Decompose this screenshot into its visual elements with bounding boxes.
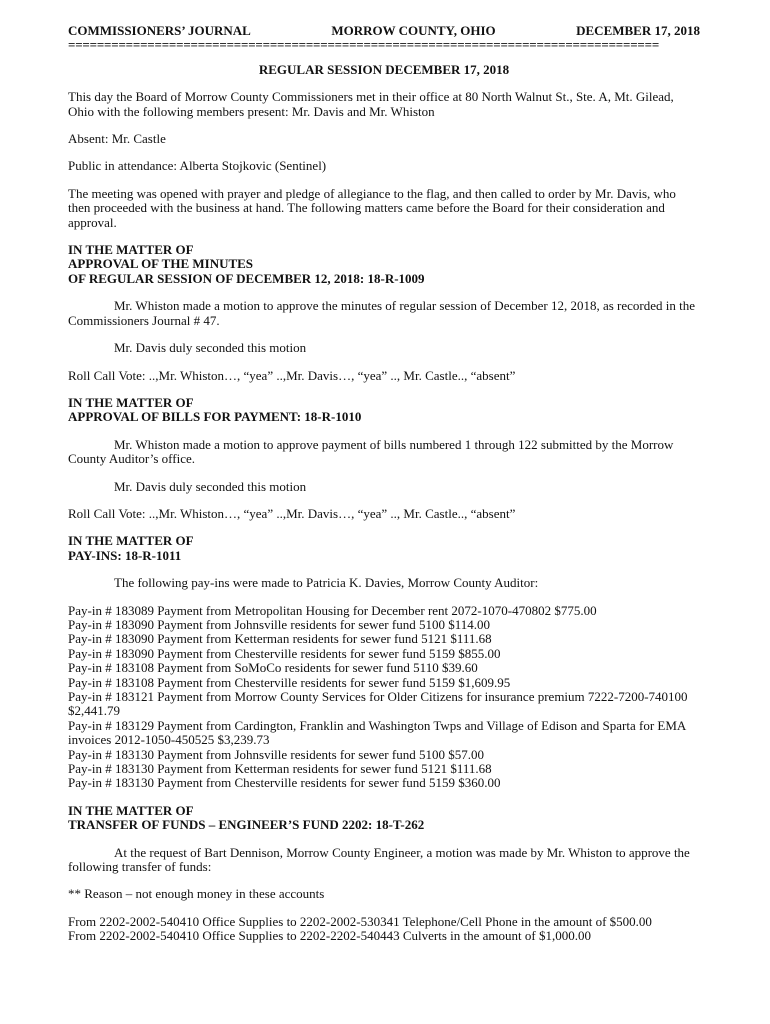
minutes-second: Mr. Davis duly seconded this motion bbox=[114, 340, 307, 356]
heading-line: PAY-INS: 18-R-1011 bbox=[68, 547, 182, 563]
payin-item: Pay-in # 183129 Payment from Cardington, Franklin and Washington Twps and Village of Edison and Sparta for EMA invoices 2012-1050-450525 $3,239.73 bbox=[68, 717, 686, 748]
header-journal-name: COMMISSIONERS’ JOURNAL bbox=[68, 23, 251, 38]
transfer-reason: ** Reason – not enough money in these accounts bbox=[68, 886, 325, 902]
transfer-lines bbox=[68, 915, 700, 944]
heading-line: TRANSFER OF FUNDS – ENGINEER’S FUND 2202: 18-T-262 bbox=[68, 817, 425, 833]
payin-item: Pay-in # 183121 Payment from Morrow County Services for Older Citizens for insurance premium 7222-7200-740100 $2,441.79 bbox=[68, 689, 688, 719]
bills-motion: Mr. Whiston made a motion to approve payment of bills numbered 1 through 122 submitted by the Morrow County Auditor’s office. bbox=[68, 436, 674, 467]
heading-line: IN THE MATTER OF bbox=[68, 533, 194, 549]
payins-list bbox=[68, 604, 700, 791]
transfer-request: At the request of Bart Dennison, Morrow County Engineer, a motion was made by Mr. Whiston to approve the following transfer of funds: bbox=[68, 844, 690, 875]
payins-heading bbox=[68, 534, 700, 563]
payins-intro: The following pay-ins were made to Patricia K. Davies, Morrow County Auditor: bbox=[114, 575, 539, 591]
minutes-roll-call: Roll Call Vote: ..,Mr. Whiston…, “yea” ..,Mr. Davis…, “yea” .., Mr. Castle.., “absent” bbox=[68, 367, 516, 383]
payin-item: Pay-in # 183108 Payment from Chesterville residents for sewer fund 5159 $1,609.95 bbox=[68, 674, 511, 690]
payin-item: Pay-in # 183108 Payment from SoMoCo residents for sewer fund 5110 $39.60 bbox=[68, 660, 478, 676]
opening-paragraph: The meeting was opened with prayer and pledge of allegiance to the flag, and then called to order by Mr. Davis, who then proceeded with the business at hand. The following matters came before the Board for their consideration and approval. bbox=[68, 185, 676, 230]
payin-item: Pay-in # 183130 Payment from Johnsville residents for sewer fund 5100 $57.00 bbox=[68, 746, 484, 762]
payin-item: Pay-in # 183090 Payment from Johnsville residents for sewer fund 5100 $114.00 bbox=[68, 616, 490, 632]
transfer-line: From 2202-2002-540410 Office Supplies to 2202-2202-540443 Culverts in the amount of $1,000.00 bbox=[68, 928, 591, 944]
heading-line: APPROVAL OF THE MINUTES bbox=[68, 256, 254, 272]
payin-item: Pay-in # 183130 Payment from Chesterville residents for sewer fund 5159 $360.00 bbox=[68, 775, 501, 791]
bills-heading bbox=[68, 396, 700, 425]
payin-item: Pay-in # 183089 Payment from Metropolitan Housing for December rent 2072-1070-470802 $775.00 bbox=[68, 602, 597, 618]
transfer-heading bbox=[68, 804, 700, 833]
payin-item: Pay-in # 183130 Payment from Ketterman residents for sewer fund 5121 $111.68 bbox=[68, 761, 492, 777]
heading-line: APPROVAL OF BILLS FOR PAYMENT: 18-R-1010 bbox=[68, 409, 362, 425]
header-county: MORROW COUNTY, OHIO bbox=[331, 23, 496, 38]
heading-line: IN THE MATTER OF bbox=[68, 394, 194, 410]
minutes-heading bbox=[68, 243, 700, 286]
payin-item: Pay-in # 183090 Payment from Ketterman residents for sewer fund 5121 $111.68 bbox=[68, 631, 492, 647]
minutes-motion: Mr. Whiston made a motion to approve the minutes of regular session of December 12, 2018, as recorded in the Commissioners Journal # 47. bbox=[68, 298, 696, 328]
transfer-line: From 2202-2002-540410 Office Supplies to 2202-2002-530341 Telephone/Cell Phone in the amount of $500.00 bbox=[68, 913, 652, 929]
heading-line: IN THE MATTER OF bbox=[68, 242, 194, 258]
bills-second: Mr. Davis duly seconded this motion bbox=[114, 478, 307, 494]
intro-paragraph: This day the Board of Morrow County Commissioners met in their office at 80 North Walnut St., Ste. A, Mt. Gilead, Ohio with the following members present: Mr. Davis and Mr. Whiston bbox=[68, 89, 674, 119]
header-rule: ================================================================================== bbox=[68, 38, 660, 53]
session-title: REGULAR SESSION DECEMBER 17, 2018 bbox=[258, 61, 510, 77]
journal-header bbox=[68, 24, 700, 38]
bills-roll-call: Roll Call Vote: ..,Mr. Whiston…, “yea” ..,Mr. Davis…, “yea” .., Mr. Castle.., “absent” bbox=[68, 505, 516, 521]
header-date: DECEMBER 17, 2018 bbox=[576, 23, 700, 38]
absent-line: Absent: Mr. Castle bbox=[68, 131, 166, 147]
heading-line: OF REGULAR SESSION OF DECEMBER 12, 2018: 18-R-1009 bbox=[68, 270, 425, 286]
public-line: Public in attendance: Alberta Stojkovic (Sentinel) bbox=[68, 158, 327, 174]
payin-item: Pay-in # 183090 Payment from Chesterville residents for sewer fund 5159 $855.00 bbox=[68, 645, 501, 661]
heading-line: IN THE MATTER OF bbox=[68, 802, 194, 818]
